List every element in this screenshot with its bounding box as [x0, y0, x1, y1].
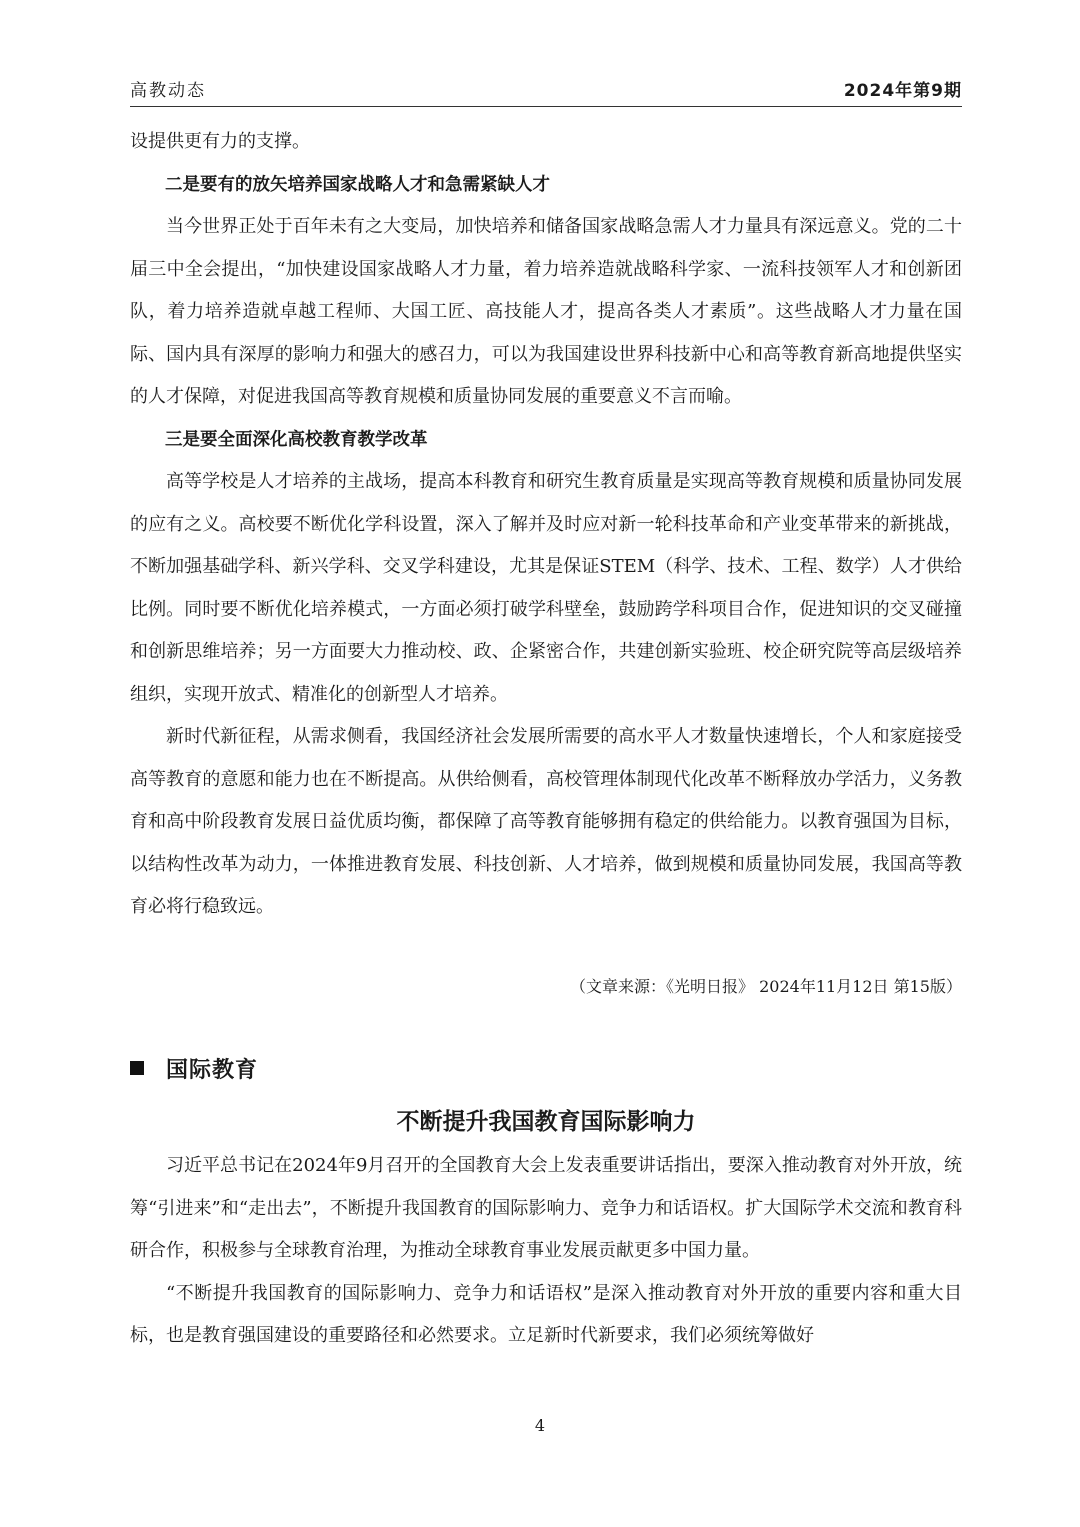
running-header [130, 78, 962, 104]
article-body-continued [130, 121, 962, 929]
square-bullet-icon [130, 1061, 144, 1075]
subheading-two: 二是要有的放矢培养国家战略人才和急需紧缺人才 [165, 174, 550, 195]
paragraph-new-era: 新时代新征程，从需求侧看，我国经济社会发展所需要的高水平人才数量快速增长，个人和家庭接受高等教育的意愿和能力也在不断提高。从供给侧看，高校管理体制现代化改革不断释放办学活力，义务教育和高中阶段教育发展日益优质均衡，都保障了高等教育能够拥有稳定的供给能力。以教育强国为目标，以结构性改革为动力，一体推进教育发展、科技创新、人才培养，做到规模和质量协同发展，我国高等教育必将行稳致远。 [130, 726, 962, 917]
section-title: 国际教育 [166, 1057, 259, 1083]
article-title: 不断提升我国教育国际影响力 [396, 1109, 696, 1135]
subheading-three: 三是要全面深化高校教育教学改革 [165, 429, 428, 450]
paragraph-continuation: 设提供更有力的支撑。 [130, 131, 310, 152]
paragraph-goal: “不断提升我国教育的国际影响力、竞争力和话语权”是深入推动教育对外开放的重要内容和重大目标，也是教育强国建设的重要路径和必然要求。立足新时代新要求，我们必须统筹做好 [130, 1282, 962, 1346]
paragraph-teaching-reform: 高等学校是人才培养的主战场，提高本科教育和研究生教育质量是实现高等教育规模和质量协同发展的应有之义。高校要不断优化学科设置，深入了解并及时应对新一轮科技革命和产业变革带来的新挑战，不断加强基础学科、新兴学科、交叉学科建设，尤其是保证STEM（科学、技术、工程、数学）人才供给比例。同时要不断优化培养模式，一方面必须打破学科壁垒，鼓励跨学科项目合作，促进知识的交叉碰撞和创新思维培养；另一方面要大力推动校、政、企紧密合作，共建创新实验班、校企研究院等高层级培养组织，实现开放式、精准化的创新型人才培养。 [130, 471, 962, 705]
article-body [130, 1145, 962, 1358]
page-number: 4 [534, 1416, 546, 1435]
journal-name: 高教动态 [130, 81, 206, 101]
section-heading [130, 1050, 258, 1086]
paragraph-strategic-talent: 当今世界正处于百年未有之大变局，加快培养和储备国家战略急需人才力量具有深远意义。党的二十届三中全会提出，“加快建设国家战略人才力量，着力培养造就战略科学家、一流科技领军人才和创新团队，着力培养造就卓越工程师、大国工匠、高技能人才，提高各类人才素质”。这些战略人才力量在国际、国内具有深厚的影响力和强大的感召力，可以为我国建设世界科技新中心和高等教育新高地提供坚实的人才保障，对促进我国高等教育规模和质量协同发展的重要意义不言而喻。 [130, 216, 962, 407]
header-rule [130, 106, 962, 107]
paragraph-intro: 习近平总书记在2024年9月召开的全国教育大会上发表重要讲话指出，要深入推动教育对外开放，统筹“引进来”和“走出去”，不断提升我国教育的国际影响力、竞争力和话语权。扩大国际学术交流和教育科研合作，积极参与全球教育治理，为推动全球教育事业发展贡献更多中国力量。 [130, 1155, 962, 1261]
issue-label: 2024年第9期 [843, 81, 962, 101]
article-source: （文章来源：《光明日报》 2024年11月12日 第15版） [570, 977, 962, 996]
